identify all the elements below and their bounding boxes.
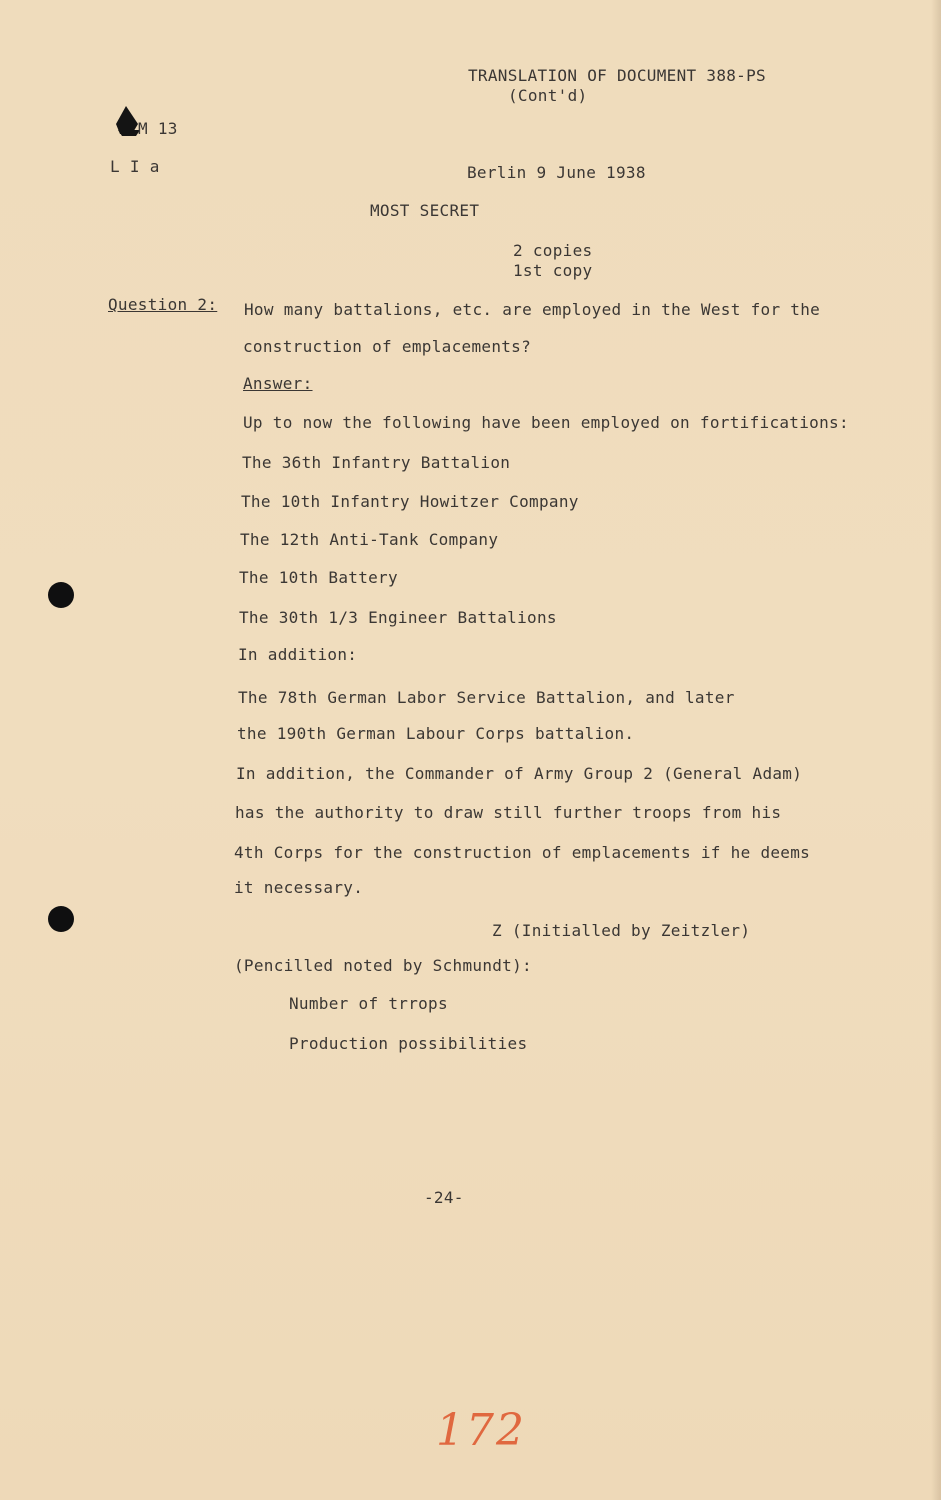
reference-item: M 13 bbox=[138, 119, 178, 138]
question-text-line: How many battalions, etc. are employed in the West for the bbox=[244, 300, 821, 319]
copies-count: 2 copies bbox=[513, 241, 593, 260]
page-number: -24- bbox=[424, 1188, 464, 1207]
handwritten-folio-number: 172 bbox=[436, 1405, 526, 1456]
answer-line: The 30th 1/3 Engineer Battalions bbox=[239, 608, 557, 627]
page-edge-shadow bbox=[931, 0, 941, 1500]
answer-line: The 36th Infantry Battalion bbox=[242, 453, 511, 472]
question-text-line: construction of emplacements? bbox=[243, 337, 532, 356]
initials-line: Z (Initialled by Zeitzler) bbox=[492, 921, 751, 940]
answer-line: has the authority to draw still further troops from his bbox=[235, 803, 782, 822]
answer-line: 4th Corps for the construction of emplacements if he deems bbox=[234, 843, 811, 862]
document-title-continued: (Cont'd) bbox=[508, 86, 588, 105]
pencil-note-item: Number of trrops bbox=[289, 994, 448, 1013]
answer-line: In addition, the Commander of Army Group 2 (General Adam) bbox=[236, 764, 803, 783]
document-title: TRANSLATION OF DOCUMENT 388-PS bbox=[468, 66, 766, 85]
punch-hole-top bbox=[48, 582, 74, 608]
question-label: Question 2: bbox=[108, 295, 218, 314]
answer-line: it necessary. bbox=[234, 878, 364, 897]
classification: MOST SECRET bbox=[370, 201, 480, 220]
answer-line: the 190th German Labour Corps battalion. bbox=[237, 724, 635, 743]
answer-line: The 78th German Labor Service Battalion, and later bbox=[238, 688, 735, 707]
pencil-note-item: Production possibilities bbox=[289, 1034, 528, 1053]
pencil-note-heading: (Pencilled noted by Schmundt): bbox=[234, 956, 532, 975]
dateline: Berlin 9 June 1938 bbox=[467, 163, 646, 182]
answer-line: The 12th Anti-Tank Company bbox=[240, 530, 499, 549]
answer-label: Answer: bbox=[243, 374, 313, 393]
answer-line: In addition: bbox=[238, 645, 358, 664]
answer-line: Up to now the following have been employed on fortifications: bbox=[243, 413, 849, 432]
reference-office: L I a bbox=[110, 157, 160, 176]
answer-line: The 10th Infantry Howitzer Company bbox=[241, 492, 579, 511]
punch-hole-bottom bbox=[48, 906, 74, 932]
answer-line: The 10th Battery bbox=[239, 568, 398, 587]
copy-number: 1st copy bbox=[513, 261, 593, 280]
